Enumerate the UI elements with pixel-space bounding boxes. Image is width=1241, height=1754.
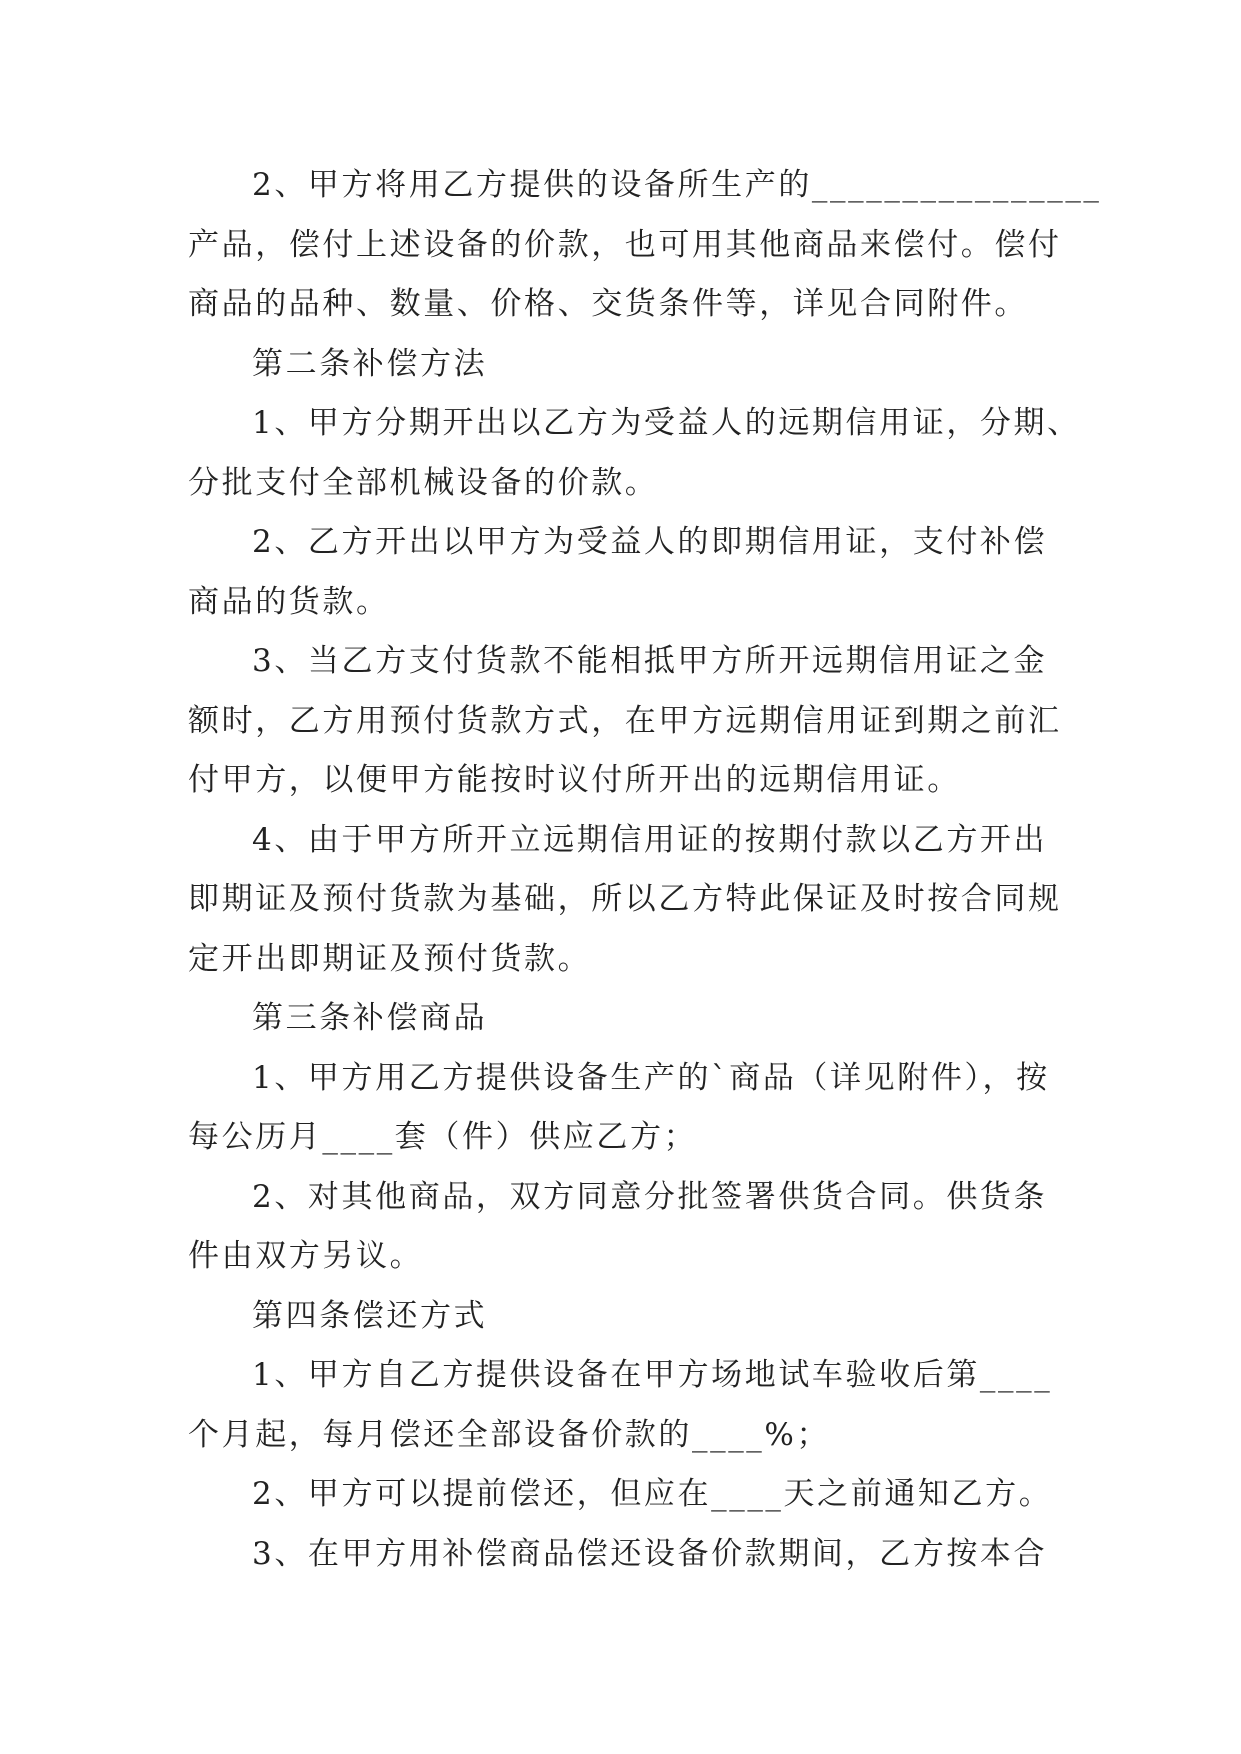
- text-line: 2、乙方开出以甲方为受益人的即期信用证，支付补偿: [252, 524, 1048, 560]
- text-line: 1、甲方自乙方提供设备在甲方场地试车验收后第____: [252, 1357, 1053, 1393]
- text-line: 付甲方，以便甲方能按时议付所开出的远期信用证。: [188, 762, 961, 798]
- section-heading: 第四条偿还方式: [252, 1297, 488, 1334]
- text-line: 1、甲方分期开出以乙方为受益人的远期信用证，分期、: [252, 405, 1081, 441]
- document-body: [188, 156, 1102, 1584]
- text-line: 商品的品种、数量、价格、交货条件等，详见合同附件。: [188, 286, 1028, 322]
- text-line: 产品，偿付上述设备的价款，也可用其他商品来偿付。偿付: [188, 226, 1062, 263]
- text-line: 4、由于甲方所开立远期信用证的按期付款以乙方开出: [252, 821, 1048, 858]
- text-line: 定开出即期证及预付货款。: [188, 940, 592, 977]
- text-line: 分批支付全部机械设备的价款。: [188, 464, 659, 501]
- text-line: 1、甲方用乙方提供设备生产的`商品（详见附件），按: [252, 1059, 1050, 1096]
- section-heading: 第二条补偿方法: [252, 345, 488, 382]
- text-line: 2、甲方将用乙方提供的设备所生产的________________: [252, 167, 1102, 203]
- text-line: 商品的货款。: [188, 583, 390, 620]
- section-heading: 第三条补偿商品: [252, 1000, 488, 1036]
- text-line: 3、当乙方支付货款不能相抵甲方所开远期信用证之金: [252, 643, 1048, 679]
- text-line: 额时，乙方用预付货款方式，在甲方远期信用证到期之前汇: [188, 702, 1062, 739]
- text-line: 每公历月____套（件）供应乙方；: [188, 1119, 698, 1155]
- text-line: 件由双方另议。: [188, 1238, 424, 1274]
- text-line: 3、在甲方用补偿商品偿还设备价款期间，乙方按本合: [252, 1535, 1048, 1572]
- text-line: 即期证及预付货款为基础，所以乙方特此保证及时按合同规: [188, 881, 1062, 917]
- text-line: 2、对其他商品，双方同意分批签署供货合同。供货条: [252, 1178, 1048, 1215]
- text-line: 2、甲方可以提前偿还，但应在____天之前通知乙方。: [252, 1476, 1053, 1512]
- text-line: 个月起，每月偿还全部设备价款的____%；: [188, 1416, 831, 1453]
